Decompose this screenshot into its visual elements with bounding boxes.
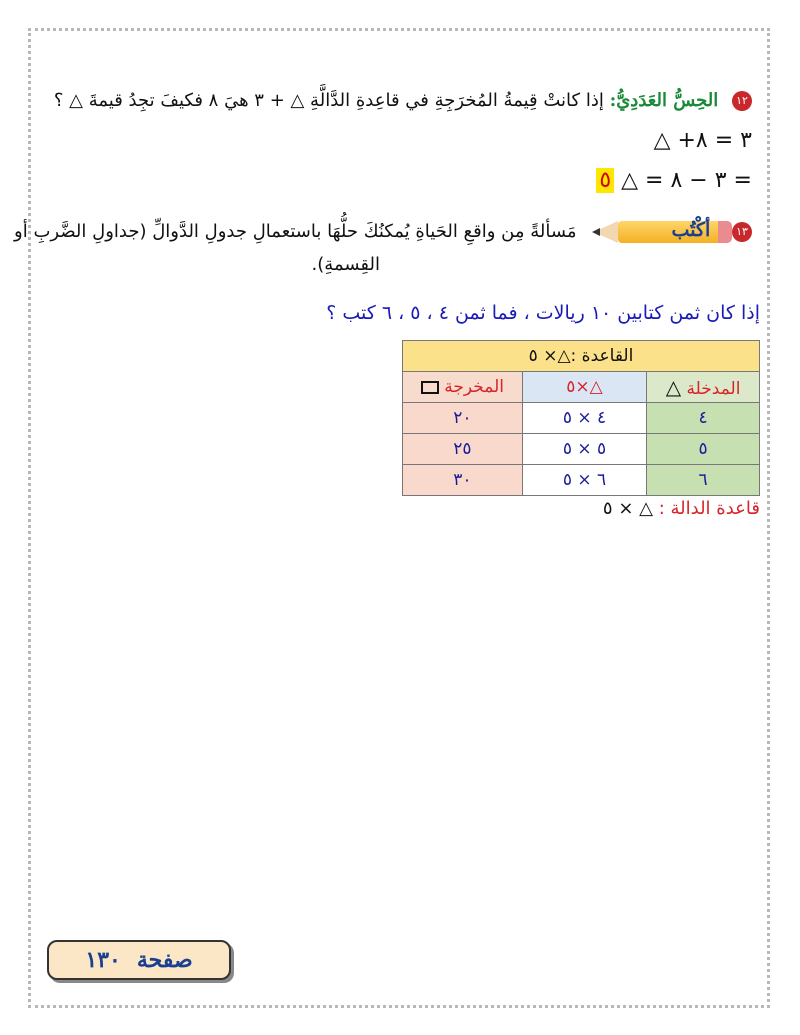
problem-12	[54, 90, 752, 111]
equation-1: △ +٣ = ٨	[653, 128, 752, 153]
page-number: ١٣٠	[85, 947, 121, 973]
table-row: ٥ ٥ × ٥ ٢٥	[403, 434, 760, 465]
equation-2	[596, 168, 752, 193]
table-row: ٤ ٤ × ٥ ٢٠	[403, 403, 760, 434]
pencil-icon	[588, 218, 718, 246]
rule-label: قاعدة الدالة :	[658, 498, 760, 519]
problem-13	[14, 218, 752, 246]
header-expression: △×٥	[522, 372, 646, 403]
pencil-label: أكْتُب	[671, 219, 711, 241]
page-label: صفحة	[136, 947, 193, 973]
problem-number-badge: ١٢	[732, 91, 752, 111]
function-table	[402, 340, 760, 496]
page-number-box	[47, 940, 231, 980]
rectangle-icon	[421, 381, 439, 394]
rule-expression: △ × ٥	[602, 498, 653, 519]
header-input: المدخلة △	[647, 372, 760, 403]
table-row: ٦ ٦ × ٥ ٣٠	[403, 465, 760, 496]
problem-number-badge: ١٣	[732, 222, 752, 242]
header-output: المخرجة	[403, 372, 523, 403]
equation-2-answer: ٥	[596, 168, 614, 193]
table-rule-header: القاعدة :△× ٥	[403, 341, 760, 372]
function-rule	[603, 498, 760, 519]
problem-title: الحِسُّ العَدَدِيُّ:	[609, 90, 719, 111]
problem-text: إذا كانتْ قِيمةُ المُخرَجِةِ في قاعِدةِ الدَّالَّةِ △ + ٣ هيَ ٨ فكيفَ تجِدُ قيمةَ △ ؟	[53, 90, 604, 111]
word-question: إذا كان ثمن كتابين ١٠ ريالات ، فما ثمن ٤ ، ٥ ، ٦ كتب ؟	[326, 302, 760, 324]
equation-2-left: = ٣ − ٨ = △	[621, 168, 752, 193]
problem-text-line-2: القِسمةِ).	[311, 254, 380, 275]
problem-text-line-1: مَسألةً مِن واقعِ الحَياةِ يُمكنُكَ حلُّهَا باستعمالِ جدولِ الدَّوالِّ (جداولِ الضَّربِ أو	[14, 221, 577, 242]
